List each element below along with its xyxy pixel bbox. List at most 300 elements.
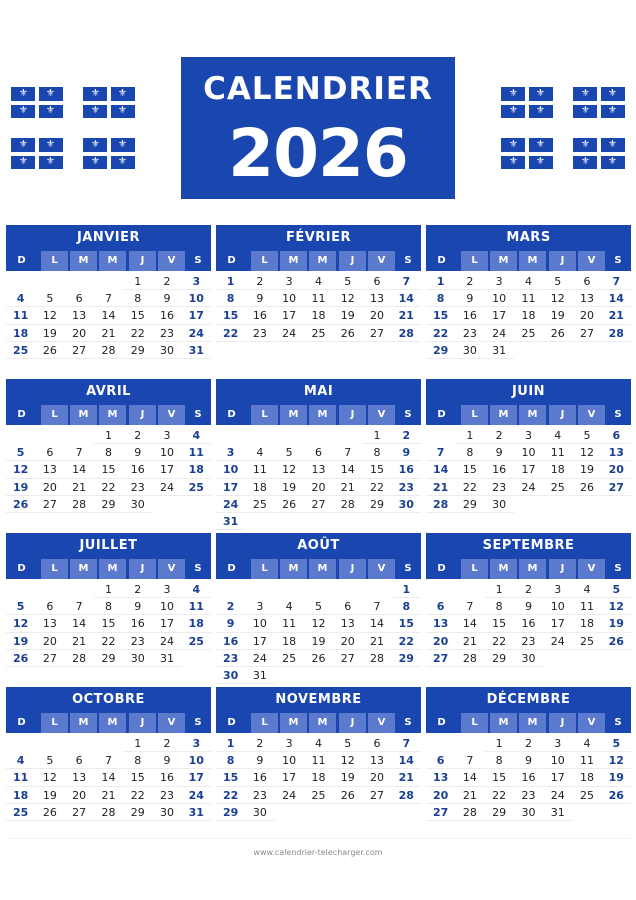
day-cell: 26 (6, 650, 35, 667)
weekday-label: M (309, 251, 336, 271)
weekday-label: V (578, 713, 605, 733)
day-cell: 28 (426, 496, 455, 513)
day-cell: 6 (35, 598, 64, 615)
day-cell: 26 (35, 804, 64, 821)
weekday-header-row (216, 251, 421, 271)
day-cell: 4 (182, 427, 211, 444)
day-cell: 2 (123, 581, 152, 598)
day-cell: 31 (152, 650, 181, 667)
month-name: AOÛT (216, 533, 421, 559)
day-cell: 6 (333, 598, 362, 615)
fleur-de-lis-icon: ⚜ (581, 156, 590, 167)
day-cell: 31 (245, 667, 274, 684)
weekday-label: V (158, 251, 185, 271)
weekday-label: J (549, 251, 576, 271)
day-cell: 6 (65, 752, 94, 769)
day-cell: 2 (152, 735, 181, 752)
weekday-label: S (404, 255, 412, 266)
weekday-label: J (129, 559, 156, 579)
day-cell: 15 (123, 307, 152, 324)
weekday-label: S (404, 717, 412, 728)
weekday-header-row (216, 713, 421, 733)
day-cell: 18 (304, 307, 333, 324)
day-cell: 14 (426, 461, 455, 478)
weekday-label: J (549, 405, 576, 425)
day-cell: 27 (572, 325, 601, 342)
day-cell: 11 (304, 290, 333, 307)
weekday-label: L (41, 251, 68, 271)
day-cell: 23 (455, 325, 484, 342)
day-cell: 4 (6, 752, 35, 769)
day-cell: 22 (94, 479, 123, 496)
day-cell: 24 (152, 633, 181, 650)
day-cell: 13 (35, 461, 64, 478)
day-cell: 22 (123, 325, 152, 342)
weekday-label: L (251, 251, 278, 271)
weekday-label: S (614, 717, 622, 728)
day-cell: 27 (333, 650, 362, 667)
weekday-label: M (99, 405, 126, 425)
day-cell: 26 (572, 479, 601, 496)
day-cell: 23 (514, 633, 543, 650)
day-cell: 10 (216, 461, 245, 478)
day-cell: 31 (216, 513, 245, 530)
day-cell: 19 (304, 633, 333, 650)
day-cell: 22 (426, 325, 455, 342)
weekday-label: M (519, 405, 546, 425)
title-banner (181, 57, 455, 199)
quebec-flag-icon (83, 138, 135, 169)
weekday-label: V (158, 713, 185, 733)
weekday-label: D (17, 563, 26, 574)
day-cell: 1 (392, 581, 421, 598)
day-cell: 10 (485, 290, 514, 307)
day-cell: 1 (94, 581, 123, 598)
day-cell: 4 (304, 735, 333, 752)
day-cell: 18 (6, 787, 35, 804)
fleur-de-lis-icon: ⚜ (19, 139, 28, 150)
day-cell: 27 (602, 479, 631, 496)
weekday-label: M (280, 713, 307, 733)
weekday-header-row (426, 405, 631, 425)
quebec-flag-icon (11, 87, 63, 118)
day-cell: 2 (392, 427, 421, 444)
weekday-label: S (194, 717, 202, 728)
day-cell: 4 (275, 598, 304, 615)
weekday-label: L (41, 713, 68, 733)
weekday-label: L (251, 713, 278, 733)
day-cell: 15 (94, 615, 123, 632)
fleur-de-lis-icon: ⚜ (46, 139, 55, 150)
day-cell: 13 (572, 290, 601, 307)
day-cell: 9 (216, 615, 245, 632)
fleur-de-lis-icon: ⚜ (118, 88, 127, 99)
day-cell: 18 (182, 615, 211, 632)
month-name: MAI (216, 379, 421, 405)
day-cell: 18 (182, 461, 211, 478)
weekday-label: L (461, 713, 488, 733)
day-cell: 20 (362, 769, 391, 786)
day-cell: 2 (123, 427, 152, 444)
weekday-label: M (70, 251, 97, 271)
day-cell: 25 (514, 325, 543, 342)
day-cell: 4 (572, 581, 601, 598)
day-cell: 25 (182, 479, 211, 496)
weekday-label: M (309, 405, 336, 425)
day-cell: 3 (485, 273, 514, 290)
day-cell: 21 (455, 633, 484, 650)
day-cell: 11 (275, 615, 304, 632)
day-cell: 1 (123, 273, 152, 290)
day-cell: 14 (392, 752, 421, 769)
day-cell: 10 (152, 598, 181, 615)
day-cell: 16 (392, 461, 421, 478)
day-cell: 9 (123, 598, 152, 615)
fleur-de-lis-icon: ⚜ (581, 88, 590, 99)
day-cell: 13 (602, 444, 631, 461)
day-cell: 7 (392, 273, 421, 290)
day-cell: 10 (152, 444, 181, 461)
day-cell: 22 (485, 633, 514, 650)
day-cell: 23 (514, 787, 543, 804)
day-cell: 21 (426, 479, 455, 496)
weekday-label: M (309, 559, 336, 579)
day-cell: 13 (35, 615, 64, 632)
day-cell: 30 (245, 804, 274, 821)
day-cell: 9 (152, 752, 181, 769)
day-cell: 6 (602, 427, 631, 444)
day-cell: 16 (216, 633, 245, 650)
weekday-label: L (461, 405, 488, 425)
day-cell: 19 (572, 461, 601, 478)
day-cell: 3 (152, 427, 181, 444)
day-cell: 22 (362, 479, 391, 496)
day-cell: 24 (275, 325, 304, 342)
weekday-label: J (549, 713, 576, 733)
month-name: NOVEMBRE (216, 687, 421, 713)
day-cell: 8 (426, 290, 455, 307)
fleur-de-lis-icon: ⚜ (118, 156, 127, 167)
day-cell: 11 (182, 598, 211, 615)
day-cell: 20 (65, 787, 94, 804)
month-name: SEPTEMBRE (426, 533, 631, 559)
day-cell: 27 (362, 325, 391, 342)
weekday-label: D (227, 563, 236, 574)
day-cell: 6 (426, 752, 455, 769)
weekday-label: M (99, 559, 126, 579)
day-cell: 17 (182, 769, 211, 786)
weekday-label: M (280, 559, 307, 579)
day-cell: 22 (216, 787, 245, 804)
weekday-label: S (194, 563, 202, 574)
fleur-de-lis-icon: ⚜ (536, 156, 545, 167)
day-cell: 26 (35, 342, 64, 359)
day-cell: 17 (152, 461, 181, 478)
day-cell: 23 (245, 325, 274, 342)
day-cell: 4 (6, 290, 35, 307)
day-cell: 30 (123, 650, 152, 667)
fleur-de-lis-icon: ⚜ (581, 139, 590, 150)
day-cell: 13 (362, 290, 391, 307)
day-cell: 22 (392, 633, 421, 650)
day-cell: 19 (602, 615, 631, 632)
day-cell: 7 (602, 273, 631, 290)
day-cell: 14 (455, 769, 484, 786)
day-cell: 5 (6, 444, 35, 461)
day-cell: 9 (245, 290, 274, 307)
weekday-label: V (158, 559, 185, 579)
day-cell: 29 (94, 650, 123, 667)
fleur-de-lis-icon: ⚜ (608, 88, 617, 99)
day-cell: 25 (6, 804, 35, 821)
day-cell: 15 (485, 769, 514, 786)
day-cell: 3 (543, 581, 572, 598)
weekday-label: D (437, 409, 446, 420)
day-cell: 18 (245, 479, 274, 496)
weekday-label: M (99, 713, 126, 733)
day-cell: 6 (426, 598, 455, 615)
day-cell: 16 (123, 461, 152, 478)
day-cell: 5 (6, 598, 35, 615)
day-cell: 13 (362, 752, 391, 769)
weekday-label: M (519, 559, 546, 579)
day-cell: 30 (514, 804, 543, 821)
day-cell: 8 (123, 290, 152, 307)
day-cell: 3 (543, 735, 572, 752)
day-cell: 21 (392, 769, 421, 786)
month-block (216, 687, 421, 830)
day-cell: 3 (275, 273, 304, 290)
quebec-flag-icon (501, 87, 553, 118)
day-cell: 20 (572, 307, 601, 324)
month-block (426, 379, 631, 522)
day-cell: 7 (392, 735, 421, 752)
day-cell: 9 (392, 444, 421, 461)
day-cell: 30 (123, 496, 152, 513)
day-cell: 9 (245, 752, 274, 769)
weekday-label: D (227, 255, 236, 266)
day-cell: 13 (333, 615, 362, 632)
day-cell: 3 (275, 735, 304, 752)
day-cell: 1 (455, 427, 484, 444)
day-cell: 9 (514, 598, 543, 615)
day-cell: 8 (123, 752, 152, 769)
fleur-de-lis-icon: ⚜ (608, 139, 617, 150)
day-cell: 24 (182, 787, 211, 804)
day-cell: 2 (455, 273, 484, 290)
fleur-de-lis-icon: ⚜ (19, 105, 28, 116)
day-cell: 1 (216, 735, 245, 752)
fleur-de-lis-icon: ⚜ (118, 105, 127, 116)
day-cell: 25 (6, 342, 35, 359)
day-cell: 15 (455, 461, 484, 478)
day-cell: 11 (182, 444, 211, 461)
day-cell: 6 (572, 273, 601, 290)
day-cell: 28 (94, 342, 123, 359)
day-cell: 2 (216, 598, 245, 615)
day-cell: 28 (333, 496, 362, 513)
day-cell: 6 (304, 444, 333, 461)
day-cell: 29 (362, 496, 391, 513)
day-cell: 12 (6, 615, 35, 632)
day-cell: 27 (35, 496, 64, 513)
day-cell: 25 (245, 496, 274, 513)
day-cell: 20 (362, 307, 391, 324)
day-cell: 10 (275, 752, 304, 769)
day-cell: 2 (152, 273, 181, 290)
day-cell: 29 (426, 342, 455, 359)
day-cell: 17 (543, 769, 572, 786)
month-block (426, 533, 631, 676)
weekday-label: J (129, 713, 156, 733)
day-cell: 5 (333, 273, 362, 290)
weekday-label: D (227, 409, 236, 420)
weekday-label: M (70, 713, 97, 733)
weekday-label: M (99, 251, 126, 271)
day-cell: 5 (602, 581, 631, 598)
day-cell: 8 (94, 598, 123, 615)
month-name: MARS (426, 225, 631, 251)
fleur-de-lis-icon: ⚜ (536, 105, 545, 116)
day-cell: 25 (572, 633, 601, 650)
fleur-de-lis-icon: ⚜ (91, 156, 100, 167)
day-cell: 2 (485, 427, 514, 444)
day-cell: 29 (123, 342, 152, 359)
month-block (426, 687, 631, 830)
day-cell: 5 (602, 735, 631, 752)
day-cell: 19 (602, 769, 631, 786)
day-cell: 28 (392, 325, 421, 342)
day-cell: 26 (602, 787, 631, 804)
day-cell: 8 (392, 598, 421, 615)
day-cell: 19 (275, 479, 304, 496)
weekday-label: L (251, 405, 278, 425)
day-cell: 30 (514, 650, 543, 667)
day-cell: 14 (455, 615, 484, 632)
day-cell: 5 (333, 735, 362, 752)
day-cell: 26 (275, 496, 304, 513)
weekday-header-row (6, 405, 211, 425)
day-cell: 22 (216, 325, 245, 342)
day-cell: 14 (94, 769, 123, 786)
day-cell: 4 (245, 444, 274, 461)
day-cell: 7 (333, 444, 362, 461)
day-cell: 1 (123, 735, 152, 752)
month-name: JANVIER (6, 225, 211, 251)
day-cell: 24 (543, 633, 572, 650)
day-cell: 18 (572, 615, 601, 632)
day-cell: 27 (35, 650, 64, 667)
day-cell: 3 (182, 273, 211, 290)
month-block (216, 225, 421, 368)
weekday-label: M (519, 251, 546, 271)
day-cell: 1 (216, 273, 245, 290)
day-cell: 10 (182, 290, 211, 307)
day-cell: 2 (514, 581, 543, 598)
month-block (216, 379, 421, 528)
weekday-header-row (426, 559, 631, 579)
day-cell: 23 (245, 787, 274, 804)
weekday-label: M (309, 713, 336, 733)
day-cell: 16 (245, 769, 274, 786)
day-cell: 16 (514, 769, 543, 786)
day-cell: 24 (216, 496, 245, 513)
day-cell: 7 (65, 598, 94, 615)
day-cell: 5 (543, 273, 572, 290)
weekday-label: L (461, 559, 488, 579)
weekday-label: D (227, 717, 236, 728)
fleur-de-lis-icon: ⚜ (118, 139, 127, 150)
day-cell: 14 (94, 307, 123, 324)
day-cell: 28 (392, 787, 421, 804)
day-cell: 17 (275, 769, 304, 786)
day-cell: 24 (543, 787, 572, 804)
day-cell: 16 (485, 461, 514, 478)
day-cell: 12 (35, 769, 64, 786)
day-cell: 4 (304, 273, 333, 290)
day-cell: 20 (65, 325, 94, 342)
day-cell: 19 (6, 479, 35, 496)
day-cell: 26 (304, 650, 333, 667)
day-cell: 21 (65, 479, 94, 496)
day-cell: 22 (485, 787, 514, 804)
day-cell: 25 (572, 787, 601, 804)
day-cell: 12 (304, 615, 333, 632)
day-cell: 12 (35, 307, 64, 324)
day-cell: 18 (572, 769, 601, 786)
day-cell: 1 (362, 427, 391, 444)
weekday-label: S (404, 409, 412, 420)
day-cell: 31 (543, 804, 572, 821)
day-cell: 3 (152, 581, 181, 598)
day-cell: 11 (304, 752, 333, 769)
day-cell: 27 (65, 342, 94, 359)
weekday-header-row (216, 559, 421, 579)
day-cell: 7 (362, 598, 391, 615)
day-cell: 6 (35, 444, 64, 461)
day-cell: 1 (426, 273, 455, 290)
day-cell: 24 (485, 325, 514, 342)
day-cell: 10 (543, 752, 572, 769)
weekday-label: J (339, 713, 366, 733)
day-cell: 28 (455, 650, 484, 667)
day-cell: 5 (572, 427, 601, 444)
day-cell: 5 (35, 290, 64, 307)
weekday-label: V (368, 251, 395, 271)
day-cell: 10 (514, 444, 543, 461)
day-cell: 3 (245, 598, 274, 615)
day-cell: 23 (123, 633, 152, 650)
month-block (6, 687, 211, 830)
day-cell: 13 (65, 307, 94, 324)
day-cell: 21 (333, 479, 362, 496)
day-cell: 23 (123, 479, 152, 496)
day-cell: 13 (304, 461, 333, 478)
day-cell: 8 (362, 444, 391, 461)
weekday-label: V (578, 251, 605, 271)
day-cell: 23 (152, 787, 181, 804)
day-cell: 26 (602, 633, 631, 650)
day-cell: 30 (152, 804, 181, 821)
day-cell: 29 (485, 650, 514, 667)
day-cell: 3 (216, 444, 245, 461)
day-cell: 8 (216, 290, 245, 307)
day-cell: 7 (94, 752, 123, 769)
month-name: JUIN (426, 379, 631, 405)
day-cell: 7 (455, 752, 484, 769)
day-cell: 4 (182, 581, 211, 598)
day-cell: 30 (392, 496, 421, 513)
